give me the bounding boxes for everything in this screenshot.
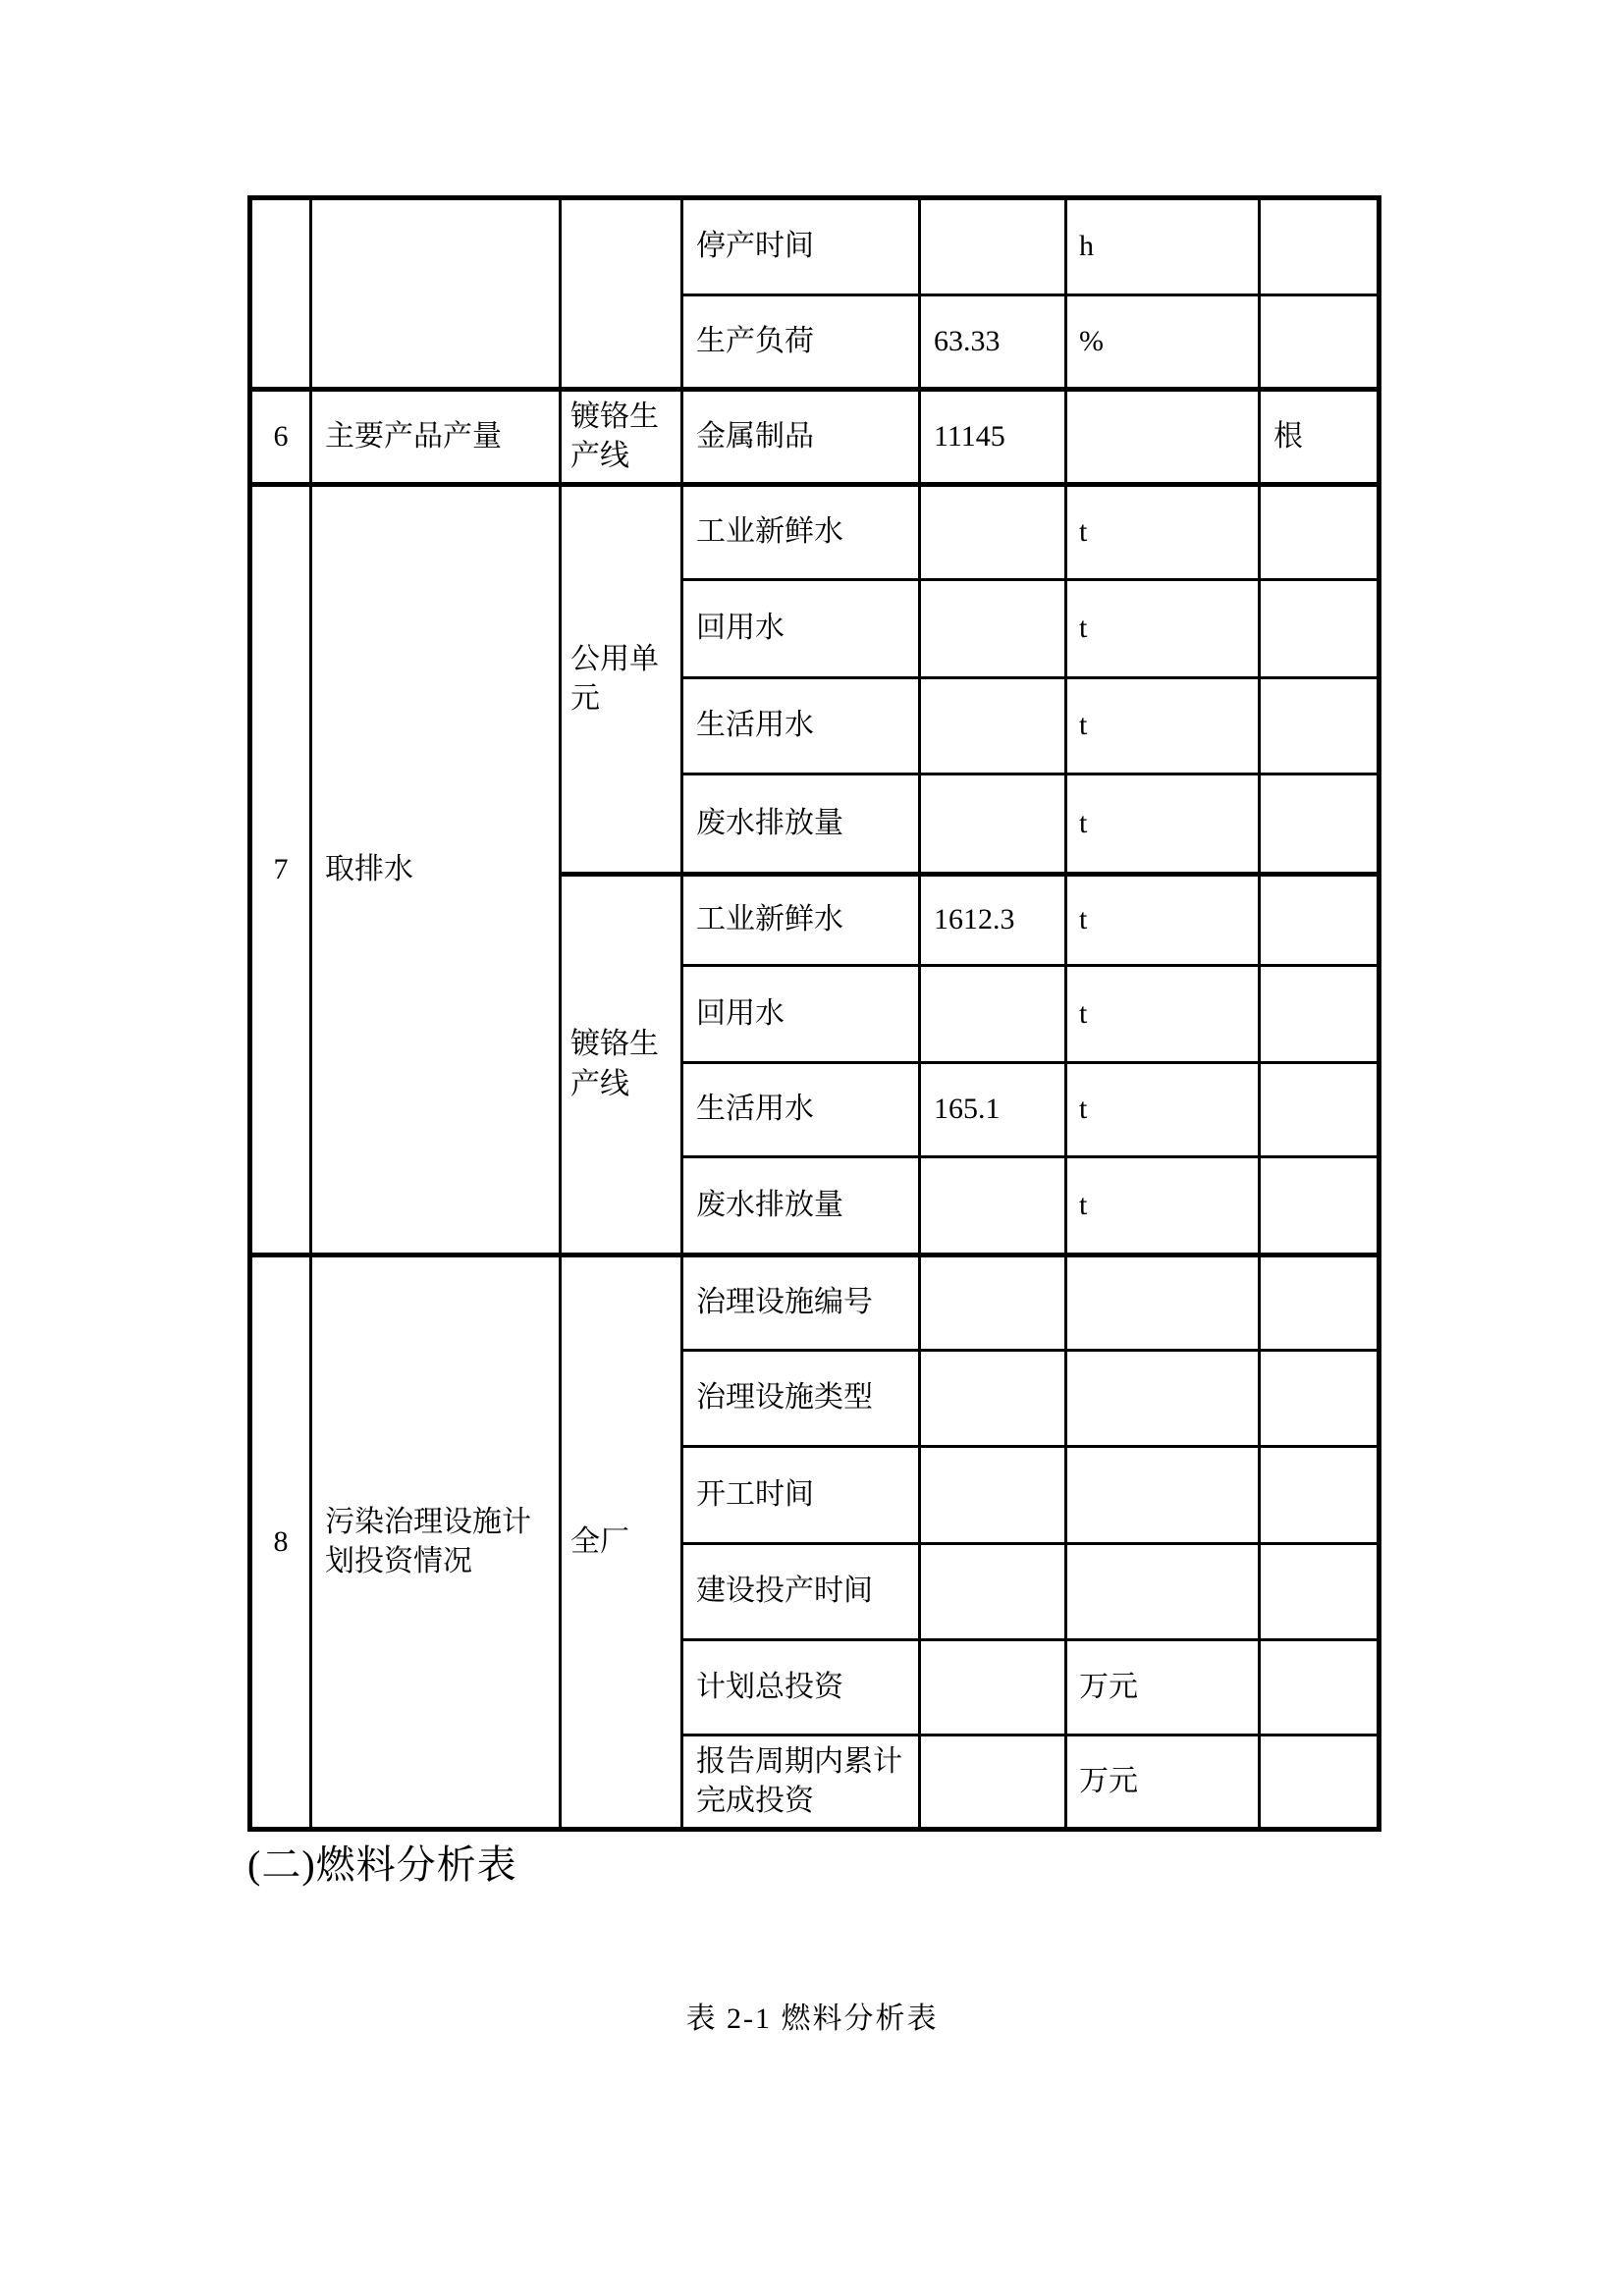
cell-value bbox=[920, 198, 1066, 295]
cell-unit bbox=[1066, 1544, 1260, 1640]
cell-production-line: 镀铬生产线 bbox=[561, 875, 682, 1255]
cell-value bbox=[920, 1544, 1066, 1640]
cell-value: 63.33 bbox=[920, 295, 1066, 390]
cell-indicator-name: 治理设施类型 bbox=[682, 1351, 920, 1447]
cell-value bbox=[920, 1255, 1066, 1351]
cell-unit: t bbox=[1066, 580, 1260, 678]
cell-unit-alt bbox=[1260, 580, 1380, 678]
cell-production-line bbox=[561, 198, 682, 390]
cell-category: 取排水 bbox=[311, 485, 561, 1255]
cell-unit-alt bbox=[1260, 1447, 1380, 1544]
cell-unit-alt bbox=[1260, 198, 1380, 295]
cell-unit-alt bbox=[1260, 485, 1380, 580]
cell-indicator-name: 回用水 bbox=[682, 966, 920, 1063]
cell-category bbox=[311, 198, 561, 390]
cell-production-line: 全厂 bbox=[561, 1255, 682, 1830]
cell-value bbox=[920, 774, 1066, 875]
cell-value bbox=[920, 678, 1066, 774]
cell-value bbox=[920, 1351, 1066, 1447]
cell-unit bbox=[1066, 390, 1260, 485]
cell-value bbox=[920, 580, 1066, 678]
cell-unit-alt bbox=[1260, 1255, 1380, 1351]
cell-indicator-name: 工业新鲜水 bbox=[682, 485, 920, 580]
cell-value bbox=[920, 485, 1066, 580]
cell-indicator-name: 建设投产时间 bbox=[682, 1544, 920, 1640]
cell-unit-alt bbox=[1260, 1735, 1380, 1830]
cell-indicator-name: 废水排放量 bbox=[682, 1157, 920, 1255]
cell-value: 165.1 bbox=[920, 1063, 1066, 1157]
table-row bbox=[250, 485, 1380, 580]
cell-indicator-name: 开工时间 bbox=[682, 1447, 920, 1544]
cell-value bbox=[920, 1157, 1066, 1255]
cell-unit-alt bbox=[1260, 1351, 1380, 1447]
cell-unit-alt bbox=[1260, 1640, 1380, 1735]
cell-value bbox=[920, 966, 1066, 1063]
cell-unit-alt: 根 bbox=[1260, 390, 1380, 485]
table-row bbox=[250, 1255, 1380, 1351]
cell-unit: t bbox=[1066, 678, 1260, 774]
cell-unit-alt bbox=[1260, 678, 1380, 774]
cell-category: 主要产品产量 bbox=[311, 390, 561, 485]
cell-indicator-name: 计划总投资 bbox=[682, 1640, 920, 1735]
table-caption: 表 2-1 燃料分析表 bbox=[685, 2002, 939, 2035]
cell-unit-alt bbox=[1260, 774, 1380, 875]
cell-unit-alt bbox=[1260, 295, 1380, 390]
cell-unit-alt bbox=[1260, 1063, 1380, 1157]
table-row bbox=[250, 390, 1380, 485]
cell-indicator-name: 金属制品 bbox=[682, 390, 920, 485]
cell-unit: t bbox=[1066, 966, 1260, 1063]
cell-serial-number: 7 bbox=[250, 485, 311, 1255]
cell-serial-number: 6 bbox=[250, 390, 311, 485]
cell-unit bbox=[1066, 1255, 1260, 1351]
cell-unit bbox=[1066, 1447, 1260, 1544]
cell-unit bbox=[1066, 1351, 1260, 1447]
cell-indicator-name: 治理设施编号 bbox=[682, 1255, 920, 1351]
cell-indicator-name: 生活用水 bbox=[682, 678, 920, 774]
cell-indicator-name: 生活用水 bbox=[682, 1063, 920, 1157]
cell-value: 1612.3 bbox=[920, 875, 1066, 966]
cell-value bbox=[920, 1735, 1066, 1830]
cell-indicator-name: 报告周期内累计完成投资 bbox=[682, 1735, 920, 1830]
cell-value bbox=[920, 1640, 1066, 1735]
cell-unit: 万元 bbox=[1066, 1735, 1260, 1830]
cell-indicator-name: 停产时间 bbox=[682, 198, 920, 295]
cell-unit: % bbox=[1066, 295, 1260, 390]
cell-production-line: 镀铬生产线 bbox=[561, 390, 682, 485]
cell-production-line: 公用单元 bbox=[561, 485, 682, 875]
cell-unit: t bbox=[1066, 774, 1260, 875]
cell-value: 11145 bbox=[920, 390, 1066, 485]
cell-serial-number: 8 bbox=[250, 1255, 311, 1830]
cell-unit-alt bbox=[1260, 875, 1380, 966]
cell-unit-alt bbox=[1260, 1157, 1380, 1255]
cell-unit: t bbox=[1066, 875, 1260, 966]
cell-indicator-name: 生产负荷 bbox=[682, 295, 920, 390]
production-data-table bbox=[247, 195, 1381, 1832]
cell-unit: t bbox=[1066, 485, 1260, 580]
cell-indicator-name: 废水排放量 bbox=[682, 774, 920, 875]
cell-unit-alt bbox=[1260, 1544, 1380, 1640]
cell-category: 污染治理设施计划投资情况 bbox=[311, 1255, 561, 1830]
section-heading: (二)燃料分析表 bbox=[247, 1842, 517, 1887]
cell-unit: t bbox=[1066, 1063, 1260, 1157]
cell-value bbox=[920, 1447, 1066, 1544]
cell-unit: t bbox=[1066, 1157, 1260, 1255]
cell-indicator-name: 回用水 bbox=[682, 580, 920, 678]
cell-serial-number bbox=[250, 198, 311, 390]
cell-unit-alt bbox=[1260, 966, 1380, 1063]
cell-unit: 万元 bbox=[1066, 1640, 1260, 1735]
cell-unit: h bbox=[1066, 198, 1260, 295]
cell-indicator-name: 工业新鲜水 bbox=[682, 875, 920, 966]
table-row bbox=[250, 198, 1380, 295]
